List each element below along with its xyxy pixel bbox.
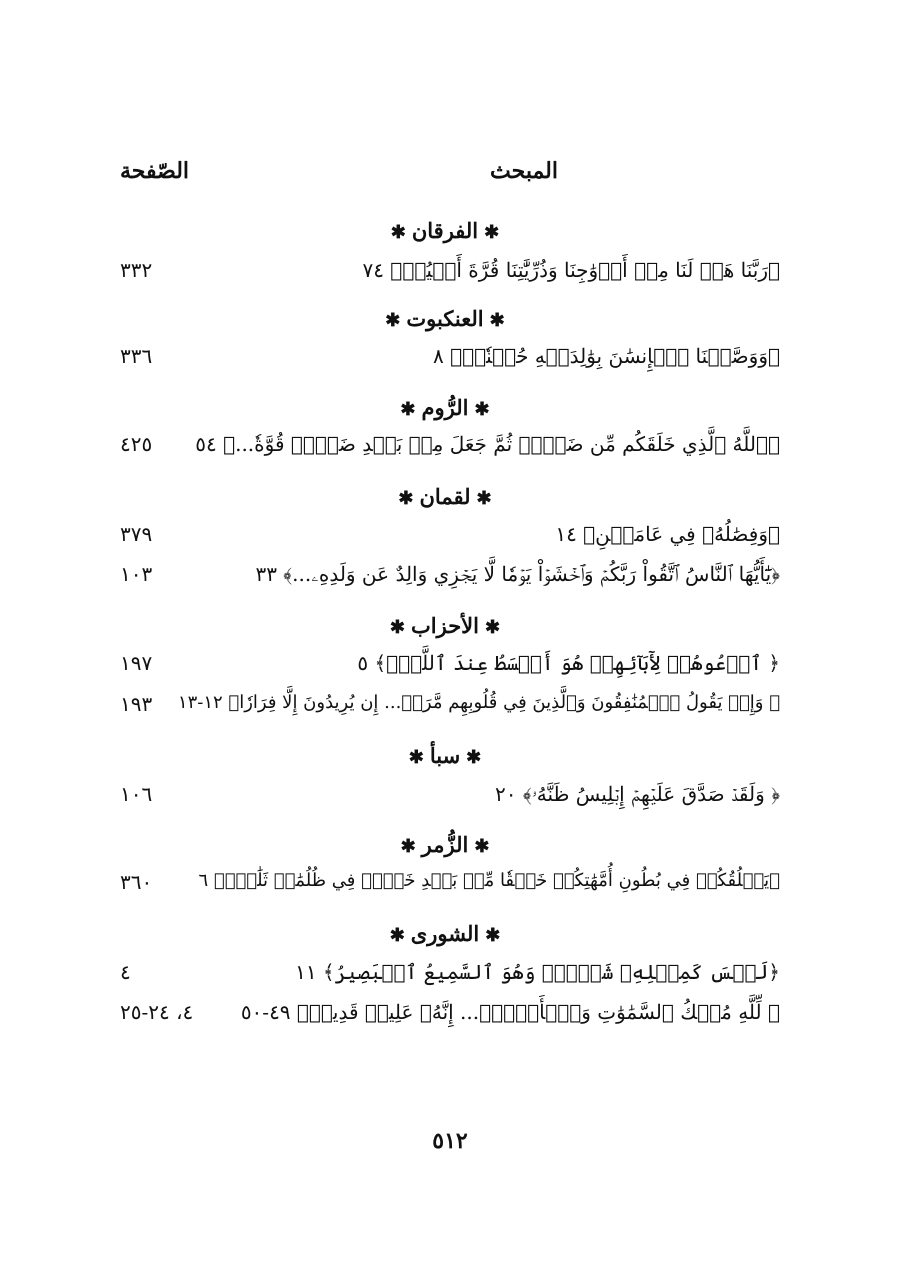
star-ornament-icon: ✱ xyxy=(400,836,416,857)
surah-heading xyxy=(110,395,780,420)
surah-name: الزُّمر xyxy=(421,832,469,857)
verse-text: ﴿وَوَصَّيۡنَا ٱلۡإِنسَٰنَ بِوَٰلِدَيۡهِ حُسۡنٗاۖ﴾ ٨ xyxy=(433,344,780,368)
verse-text: ﴿ وَلَقَدۡ صَدَّقَ عَلَيۡهِمۡ إِبۡلِيسُ ظَنَّهُۥ﴾ ٢٠ xyxy=(495,782,780,806)
page-number: ٥١٢ xyxy=(432,1128,468,1154)
surah-heading xyxy=(110,613,780,638)
star-ornament-icon: ✱ xyxy=(476,488,492,509)
surah-heading xyxy=(110,743,780,768)
verse-text: ﴿وَفِصَٰلُهُۥ فِي عَامَيۡنِ﴾ ١٤ xyxy=(555,522,780,546)
index-entry xyxy=(110,258,780,294)
star-ornament-icon: ✱ xyxy=(484,617,501,638)
index-entry xyxy=(110,692,780,728)
star-ornament-icon: ✱ xyxy=(489,310,505,331)
verse-text: ﴿رَبَّنَا هَبۡ لَنَا مِنۡ أَزۡوَٰجِنَا وَذُرِّيَّٰتِنَا قُرَّةَ أَعۡيُنٖ﴾ ٧٤ xyxy=(362,258,780,282)
verse-text: ﴿يَخۡلُقُكُمۡ فِي بُطُونِ أُمَّهَٰتِكُمۡ خَلۡقٗا مِّنۢ بَعۡدِ خَلۡقٖ فِي ظُلُمَٰتٖ ثَلَٰثٖۚ﴾ ٦ xyxy=(198,870,780,891)
star-ornament-icon: ✱ xyxy=(484,222,500,243)
star-ornament-icon: ✱ xyxy=(390,222,406,243)
index-entry xyxy=(110,344,780,380)
verse-text: ﴿ٱللَّهُ ٱلَّذِي خَلَقَكُم مِّن ضَعۡفٖ ثُمَّ جَعَلَ مِنۢ بَعۡدِ ضَعۡفٖ قُوَّةٗ...﴾ ٥٤ xyxy=(195,432,780,456)
surah-name: العنكبوت xyxy=(406,306,484,331)
page-reference: ٣٣٢ xyxy=(120,258,153,282)
surah-heading xyxy=(110,306,780,331)
page-reference: ٣٧٩ xyxy=(120,522,153,546)
index-entry xyxy=(110,960,780,996)
surah-heading xyxy=(110,921,780,946)
star-ornament-icon: ✱ xyxy=(400,399,416,420)
surah-name: سبأ xyxy=(429,743,461,768)
star-ornament-icon: ✱ xyxy=(474,399,490,420)
star-ornament-icon: ✱ xyxy=(385,310,401,331)
star-ornament-icon: ✱ xyxy=(408,747,424,768)
topic-column-heading: المبحث xyxy=(490,158,558,184)
page-reference: ٤ xyxy=(120,960,131,984)
surah-name: الشورى xyxy=(410,921,480,946)
table-header xyxy=(110,158,780,192)
page-reference: ١٩٧ xyxy=(120,651,153,675)
verse-text: ﴿ ٱدۡعُوهُمۡ لِأٓبَآئِهِمۡ هُوَ أَقۡسَطُ عِندَ ٱللَّهِۚ﴾ ٥ xyxy=(357,651,780,675)
verse-text: ﴿ وَإِذۡ يَقُولُ ٱلۡمُنَٰفِقُونَ وَٱلَّذِينَ فِي قُلُوبِهِم مَّرَضٞ... إِن يُرِيدُونَ إِلَّا فِرَارٗا﴾ ١٢-١٣ xyxy=(177,692,780,713)
page-reference: ٣٦٠ xyxy=(120,870,153,894)
verse-text: ﴿ لِّلَّهِ مُلۡكُ ٱلسَّمَٰوَٰتِ وَٱلۡأَرۡضِۚ... إِنَّهُۥ عَلِيمٞ قَدِيرٞ﴾ ٤٩-٥٠ xyxy=(240,1000,780,1024)
index-entry xyxy=(110,432,780,468)
star-ornament-icon: ✱ xyxy=(474,836,490,857)
index-entry xyxy=(110,870,780,906)
star-ornament-icon: ✱ xyxy=(389,617,405,638)
page-reference: ٤، ٢٤-٢٥ xyxy=(120,1000,194,1024)
star-ornament-icon: ✱ xyxy=(398,488,414,509)
page-reference: ٣٣٦ xyxy=(120,344,153,368)
page-reference: ١٠٦ xyxy=(120,782,153,806)
index-entry xyxy=(110,562,780,598)
surah-heading xyxy=(110,218,780,243)
index-entry xyxy=(110,651,780,687)
surah-name: الفرقان xyxy=(411,218,479,243)
page-reference: ١٩٣ xyxy=(120,692,153,716)
verse-text: ﴿لَيۡسَ كَمِثۡلِهِۦ شَيۡءٞۖ وَهُوَ ٱلسَّمِيعُ ٱلۡبَصِيرُ﴾ ١١ xyxy=(295,960,780,984)
index-entry xyxy=(110,522,780,558)
page-column-heading: الصّفحة xyxy=(120,158,190,184)
index-entry xyxy=(110,1000,780,1036)
star-ornament-icon: ✱ xyxy=(485,925,501,946)
surah-heading xyxy=(110,832,780,857)
surah-heading xyxy=(110,484,780,509)
surah-name: الأحزاب xyxy=(411,613,479,638)
page-reference: ١٠٣ xyxy=(120,562,153,586)
page-reference: ٤٢٥ xyxy=(120,432,153,456)
surah-name: لقمان xyxy=(419,484,471,509)
verse-text: ﴿يَٰٓأَيُّهَا ٱلنَّاسُ ٱتَّقُواْ رَبَّكُمۡ وَٱخۡشَوۡاْ يَوۡمٗا لَّا يَجۡزِي وَالِدٌ عَن وَلَدِهِۦ...﴾ ٣٣ xyxy=(255,562,780,586)
index-entry xyxy=(110,782,780,818)
surah-name: الرُّوم xyxy=(421,395,469,420)
star-ornament-icon: ✱ xyxy=(389,925,405,946)
star-ornament-icon: ✱ xyxy=(466,747,482,768)
